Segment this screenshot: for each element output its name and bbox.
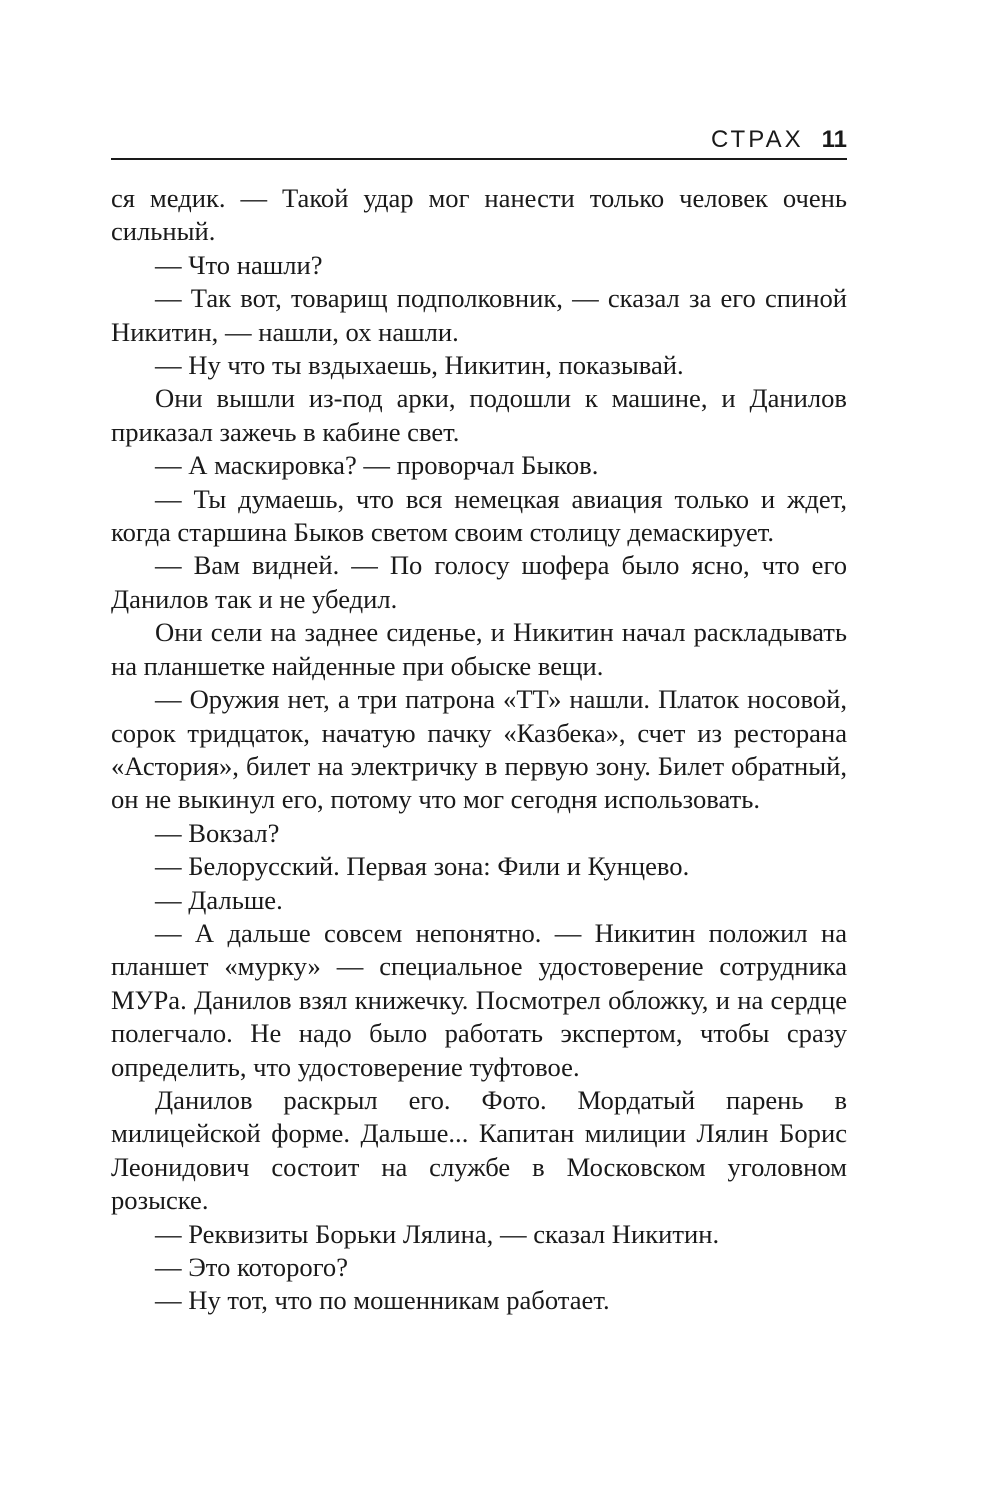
paragraph: — А дальше совсем непонятно. — Никитин положил на планшет «мурку» — специальное удостоверение сотрудника МУРа. Данилов взял книжечку. Посмотрел обложку, и на сердце полегчало. Не надо было работать экспертом, чтобы сразу определить, что удостоверение туфтовое. — [111, 917, 847, 1082]
paragraph: — Так вот, товарищ подполковник, — сказал за его спиной Никитин, — нашли, ох нашли. — [111, 283, 847, 347]
paragraph: — Что нашли? — [155, 249, 323, 280]
paragraph: — Дальше. — [155, 884, 283, 915]
paragraph: — Реквизиты Борьки Лялина, — сказал Никитин. — [155, 1218, 720, 1249]
paragraph: Они сели на заднее сиденье, и Никитин начал раскладывать на планшетке найденные при обыске вещи. — [111, 617, 847, 681]
paragraph: — А маскировка? — проворчал Быков. — [155, 450, 599, 481]
book-page — [111, 0, 847, 1496]
paragraph: — Белорусский. Первая зона: Фили и Кунцево. — [155, 851, 690, 882]
paragraph: — Это которого? — [155, 1252, 349, 1282]
paragraph: Данилов раскрыл его. Фото. Мордатый парень в милицейской форме. Дальше... Капитан милиции Лялин Борис Леонидович состоит на службе в Московском уголовном розыске. — [111, 1084, 847, 1216]
page-number: 11 — [821, 126, 847, 153]
paragraph: — Вам видней. — По голосу шофера было ясно, что его Данилов так и не убедил. — [111, 550, 847, 614]
chapter-title: СТРАХ — [711, 126, 804, 153]
paragraph: — Вокзал? — [155, 817, 280, 848]
paragraph: — Оружия нет, а три патрона «ТТ» нашли. Платок носовой, сорок тридцаток, начатую пачку «Казбека», счет из ресторана «Астория», билет на электричку в первую зону. Билет обратный, он не выкинул его, потому что мог сегодня использовать. — [111, 684, 847, 815]
paragraph: — Ну тот, что по мошенникам работает. — [155, 1285, 610, 1316]
running-header — [111, 122, 847, 160]
paragraph: ся медик. — Такой удар мог нанести только человек очень сильный. — [111, 183, 847, 247]
paragraph: Они вышли из-под арки, подошли к машине, и Данилов приказал зажечь в кабине свет. — [111, 383, 847, 447]
paragraph: — Ну что ты вздыхаешь, Никитин, показывай. — [155, 350, 684, 381]
body-text — [111, 182, 847, 1318]
paragraph: — Ты думаешь, что вся немецкая авиация только и ждет, когда старшина Быков светом своим столицу демаскирует. — [111, 483, 847, 548]
running-header-content — [711, 126, 847, 154]
